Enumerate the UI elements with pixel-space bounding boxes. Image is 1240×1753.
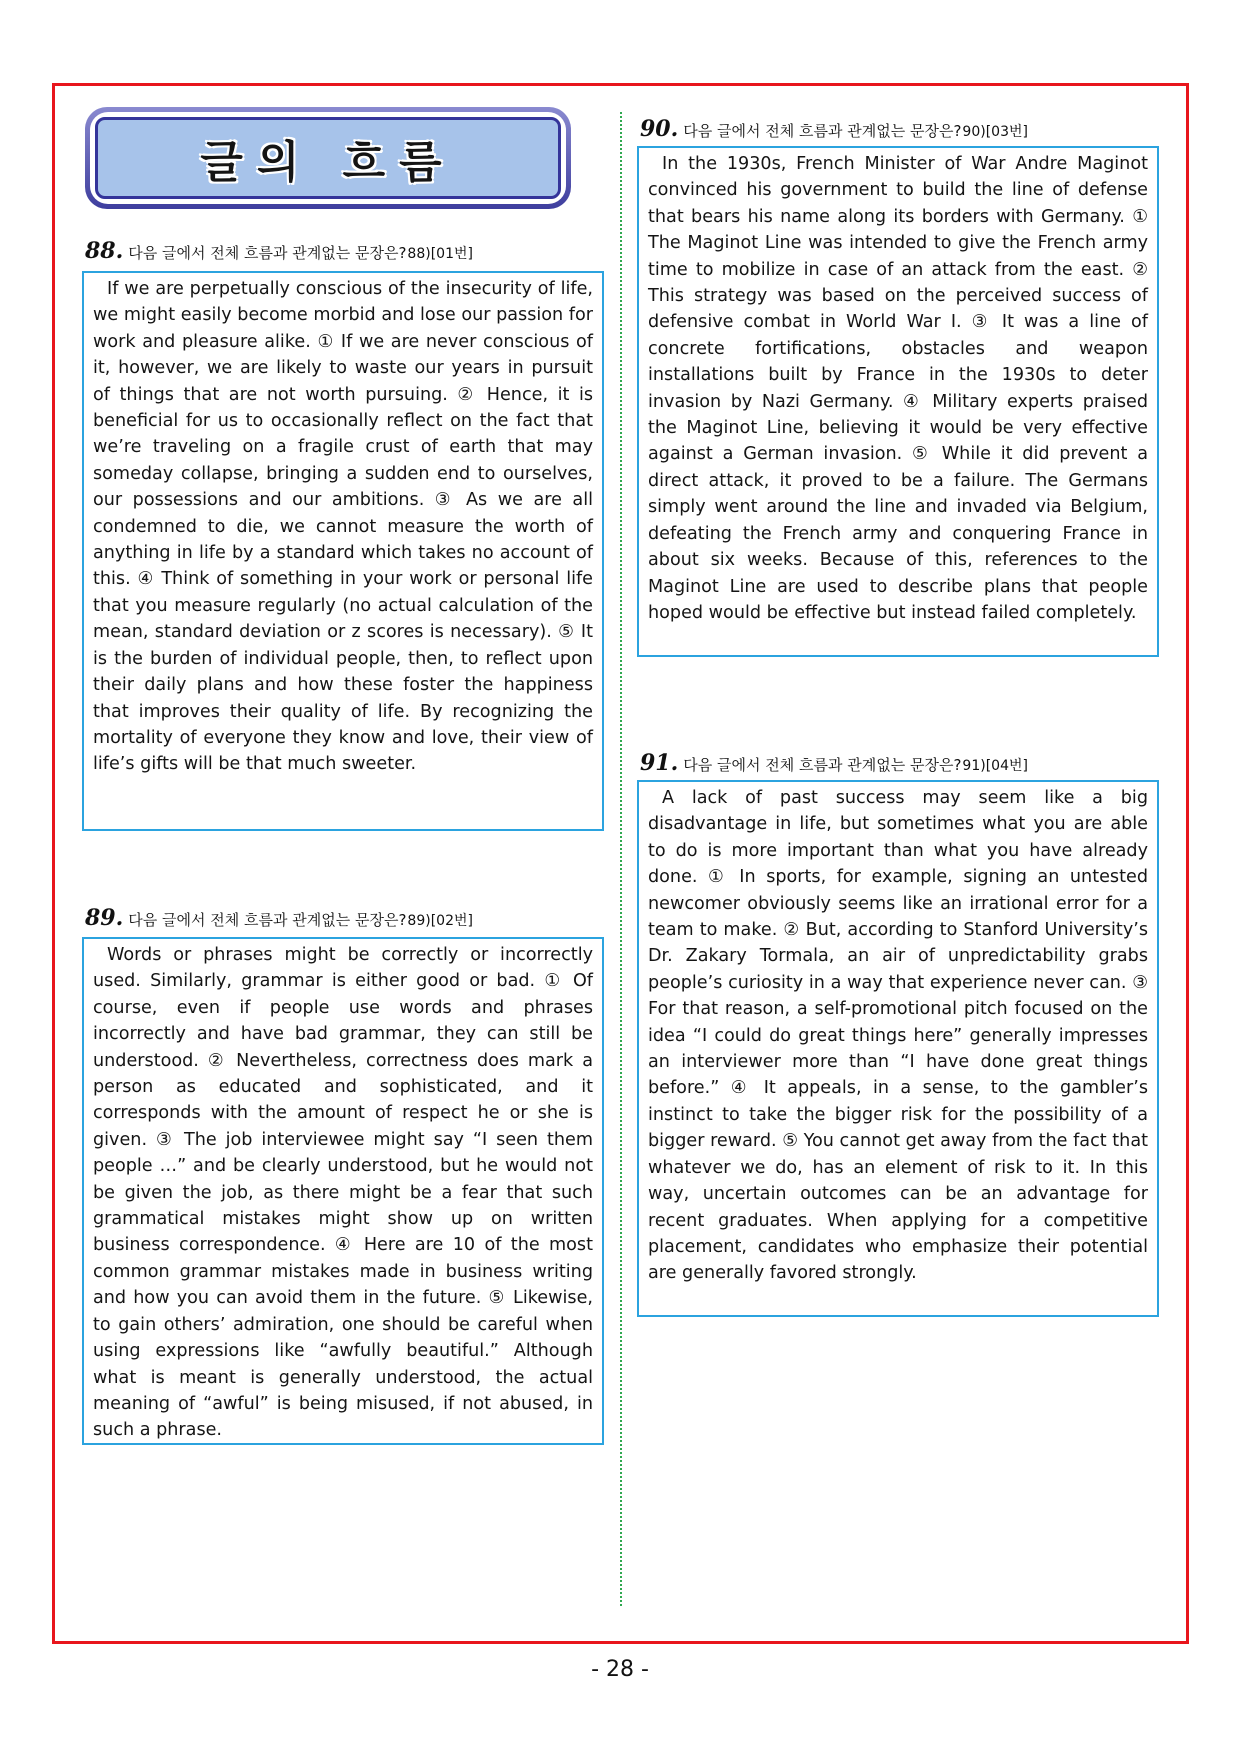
section-title-banner [85, 107, 571, 209]
question-91-prompt: 다음 글에서 전체 흐름과 관계없는 문장은? [683, 756, 962, 774]
question-89-passage: Words or phrases might be correctly or incorrectly used. Similarly, grammar is either good or bad. ① Of course, even if people use words and phrases incorrectly and have bad grammar, they can still be understood. ② Nevertheless, correctness does mark a person as educated and sophisticated, and it corresponds with the amount of respect he or she is given. ③ The job interviewee might say “I seen them people …” and be clearly understood, but he would not be given the job, as there might be a fear that such grammatical mistakes might show up on written business correspondence. ④ Here are 10 of the most common grammar mistakes made in business writing and how you can avoid them in the future. ⑤ Likewise, to gain others’ admiration, one should be careful when using expressions like “awfully beautiful.” Although what is meant is generally understood, the actual meaning of “awful” is being misused, if not abused, in such a phrase. [82, 937, 604, 1445]
question-88-passage: If we are perpetually conscious of the insecurity of life, we might easily become morbid and lose our passion for work and pleasure alike. ① If we are never conscious of it, however, we are likely to waste our years in pursuit of things that are not worth pursuing. ② Hence, it is beneficial for us to occasionally reflect on the fact that we’re traveling on a fragile crust of earth that may someday collapse, bringing a sudden end to ourselves, our possessions and our ambitions. ③ As we are all condemned to die, we cannot measure the worth of anything in life by a standard which takes no account of this. ④ Think of something in your work or personal life that you measure regularly (no actual calculation of the mean, standard deviation or z scores is necessary). ⑤ It is the burden of individual people, then, to reflect upon their daily plans and how these foster the happiness that improves their quality of life. By recognizing the mortality of everyone they know and love, their view of life’s gifts will be that much sweeter. [82, 271, 604, 831]
section-title: 글의 흐름 [200, 137, 456, 188]
question-88-header [85, 238, 473, 264]
question-91-passage: A lack of past success may seem like a big disadvantage in life, but sometimes what you are able to do is more important than what you have already done. ① In sports, for example, signing an untested newcomer obviously seems like an irrational error for a team to make. ② But, according to Stanford University’s Dr. Zakary Tormala, an air of unpredictability grabs people’s curiosity in a way that experience never can. ③ For that reason, a self-promotional pitch focused on the idea “I could do great things here” generally impresses an interviewer more than “I have done great things before.” ④ It appeals, in a sense, to the gambler’s instinct to take the bigger risk for the possibility of a bigger reward. ⑤ You cannot get away from the fact that whatever we do, has an element of risk to it. In this way, uncertain outcomes can be an advantage for recent graduates. When applying for a competitive placement, candidates who emphasize their potential are generally favored strongly. [637, 780, 1159, 1317]
question-90-prompt: 다음 글에서 전체 흐름과 관계없는 문장은? [683, 122, 962, 140]
question-89-number: 89. [85, 905, 124, 931]
question-89-prompt: 다음 글에서 전체 흐름과 관계없는 문장은? [128, 911, 407, 929]
section-title-banner-inner [95, 117, 561, 199]
question-88-ref: 88)[01번] [407, 246, 473, 262]
section-title-banner-mid [90, 112, 566, 204]
column-divider [620, 112, 622, 1606]
question-90-header [640, 116, 1028, 142]
question-89-ref: 89)[02번] [407, 913, 473, 929]
question-90-ref: 90)[03번] [962, 124, 1028, 140]
question-91-ref: 91)[04번] [962, 758, 1028, 774]
question-88-prompt: 다음 글에서 전체 흐름과 관계없는 문장은? [128, 244, 407, 262]
question-91-header [640, 750, 1028, 776]
question-90-passage: In the 1930s, French Minister of War Andre Maginot convinced his government to build the line of defense that bears his name along its borders with Germany. ① The Maginot Line was intended to give the French army time to mobilize in case of an attack from the east. ② This strategy was based on the perceived success of defensive combat in World War I. ③ It was a line of concrete fortifications, obstacles and weapon installations built by France in the 1930s to deter invasion by Nazi Germany. ④ Military experts praised the Maginot Line, believing it would be very effective against a German invasion. ⑤ While it did prevent a direct attack, it proved to be a failure. The Germans simply went around the line and invaded via Belgium, defeating the French army and conquering France in about six weeks. Because of this, references to the Maginot Line are used to describe plans that people hoped would be effective but instead failed completely. [637, 146, 1159, 657]
page-number: - 28 - [591, 1657, 649, 1682]
question-89-header [85, 905, 473, 931]
question-88-number: 88. [85, 238, 124, 264]
question-90-number: 90. [640, 116, 679, 142]
question-91-number: 91. [640, 750, 679, 776]
